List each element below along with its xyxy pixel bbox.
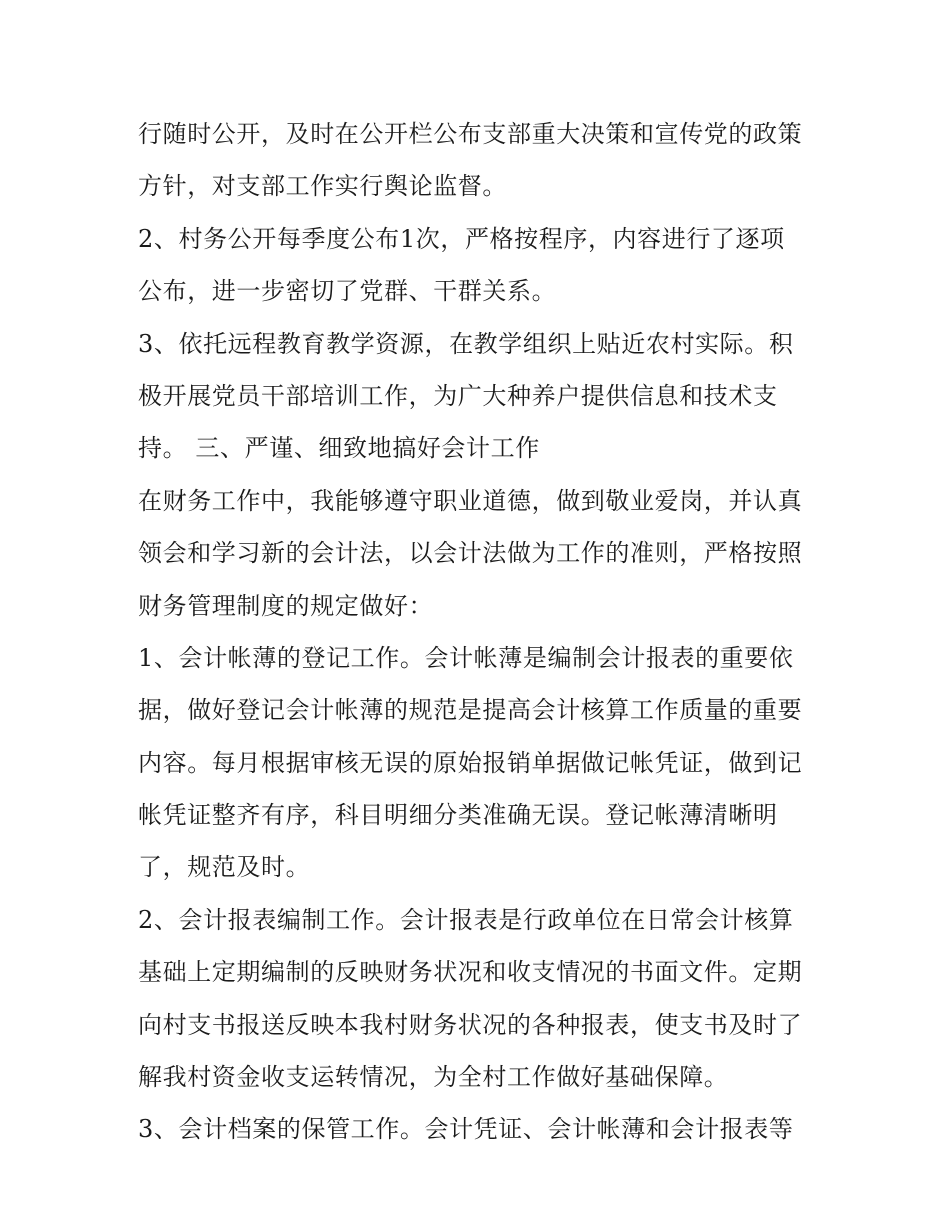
text-line: 3、会计档案的保管工作。会计凭证、会计帐薄和会计报表等 [138, 1115, 794, 1144]
text-line: 内容。每月根据审核无误的原始报销单据做记帐凭证，做到记 [138, 748, 803, 777]
text-line: 在财务工作中，我能够遵守职业道德，做到敬业爱岗，并认真 [138, 486, 803, 515]
text-line: 帐凭证整齐有序，科目明细分类准确无误。登记帐薄清晰明 [138, 801, 778, 830]
text-line: 2、会计报表编制工作。会计报表是行政单位在日常会计核算 [138, 905, 794, 934]
text-line: 了，规范及时。 [138, 853, 311, 882]
text-line: 公布，进一步密切了党群、干群关系。 [138, 277, 557, 306]
text-line: 持。 三、严谨、细致地搞好会计工作 [138, 434, 540, 463]
text-line: 据，做好登记会计帐薄的规范是提高会计核算工作质量的重要 [138, 696, 803, 725]
text-line: 极开展党员干部培训工作，为广大种养户提供信息和技术支 [138, 381, 778, 410]
text-line: 向村支书报送反映本我村财务状况的各种报表，使支书及时了 [138, 1010, 803, 1039]
text-line: 财务管理制度的规定做好： [138, 591, 434, 620]
text-line: 领会和学习新的会计法，以会计法做为工作的准则，严格按照 [138, 539, 803, 568]
text-line: 行随时公开，及时在公开栏公布支部重大决策和宣传党的政策 [138, 120, 803, 148]
text-line: 基础上定期编制的反映财务状况和收支情况的书面文件。定期 [138, 958, 803, 987]
text-line: 方针，对支部工作实行舆论监督。 [138, 172, 507, 201]
text-line: 解我村资金收支运转情况，为全村工作做好基础保障。 [138, 1063, 729, 1092]
document-body [138, 108, 818, 1156]
text-line: 1、会计帐薄的登记工作。会计帐薄是编制会计报表的重要依 [138, 643, 794, 672]
text-line: 3、依托远程教育教学资源，在教学组织上贴近农村实际。积 [138, 329, 794, 358]
text-line: 2、村务公开每季度公布1次，严格按程序，内容进行了逐项 [138, 224, 785, 253]
